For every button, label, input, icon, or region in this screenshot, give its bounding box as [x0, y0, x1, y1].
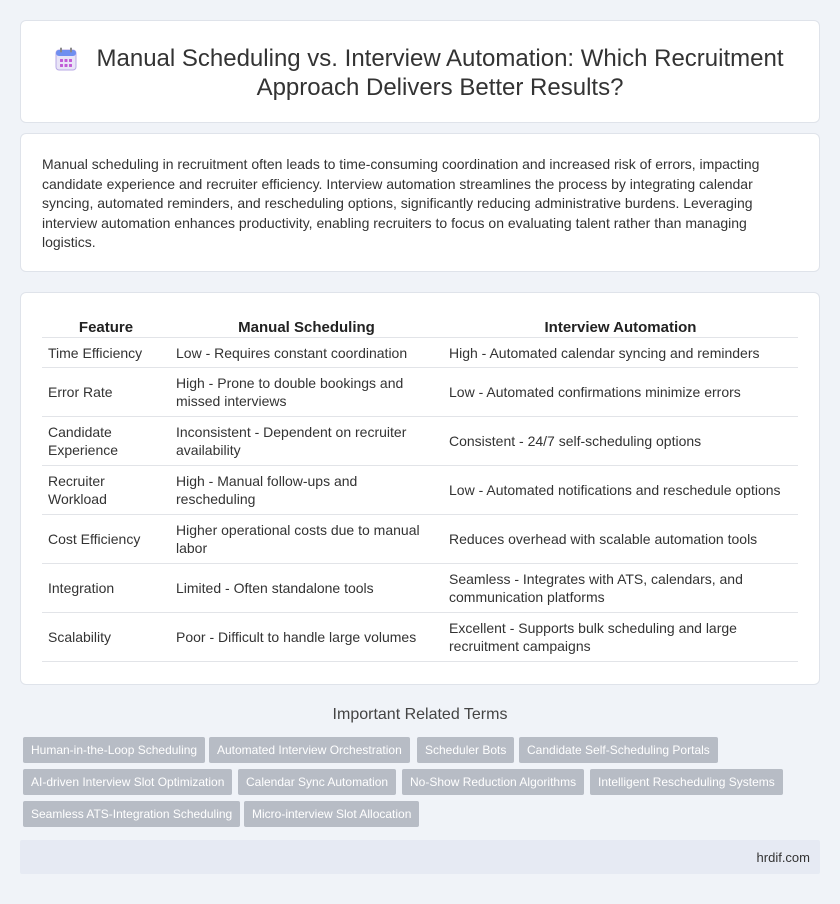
table-row [42, 515, 798, 564]
manual-cell: Poor - Difficult to handle large volumes [170, 613, 443, 662]
related-term-tag[interactable]: Candidate Self-Scheduling Portals [519, 737, 718, 763]
page-title: Manual Scheduling vs. Interview Automation: Which Recruitment Approach Delivers Better Results? [96, 45, 784, 101]
title-card [20, 20, 820, 123]
related-term-tag[interactable]: AI-driven Interview Slot Optimization [23, 769, 232, 795]
comparison-table [42, 316, 798, 662]
footer-site[interactable]: hrdif.com [756, 850, 810, 865]
footer [20, 840, 820, 874]
automation-cell: Consistent - 24/7 self-scheduling options [443, 417, 798, 466]
table-header-row [42, 316, 798, 338]
feature-cell: Time Efficiency [42, 338, 170, 368]
manual-cell: High - Prone to double bookings and missed interviews [170, 368, 443, 417]
automation-cell: Excellent - Supports bulk scheduling and large recruitment campaigns [443, 613, 798, 662]
automation-cell: High - Automated calendar syncing and reminders [443, 338, 798, 368]
related-term-tag[interactable]: Automated Interview Orchestration [209, 737, 410, 763]
related-term-tag[interactable]: Intelligent Rescheduling Systems [590, 769, 783, 795]
feature-cell: Recruiter Workload [42, 466, 170, 515]
automation-cell: Seamless - Integrates with ATS, calendars, and communication platforms [443, 564, 798, 613]
table-row [42, 466, 798, 515]
table-row [42, 417, 798, 466]
intro-card [20, 133, 820, 272]
related-terms-title: Important Related Terms [332, 706, 508, 723]
related-term-tag[interactable]: No-Show Reduction Algorithms [402, 769, 584, 795]
manual-cell: Higher operational costs due to manual labor [170, 515, 443, 564]
header-automation: Interview Automation [443, 316, 798, 338]
manual-cell: Low - Requires constant coordination [170, 338, 443, 368]
feature-cell: Scalability [42, 613, 170, 662]
table-row [42, 564, 798, 613]
feature-cell: Integration [42, 564, 170, 613]
intro-text: Manual scheduling in recruitment often leads to time-consuming coordination and increased risk of errors, impacting candidate experience and recruiter efficiency. Interview automation streamlines the process by integrating calendar syncing, automated reminders, and rescheduling options, significantly reducing administrative burdens. Leveraging interview automation enhances productivity, enabling recruiters to focus on evaluating talent rather than managing logistics. [42, 156, 760, 250]
feature-cell: Cost Efficiency [42, 515, 170, 564]
related-term-tag[interactable]: Seamless ATS-Integration Scheduling [23, 801, 240, 827]
header-feature: Feature [42, 316, 170, 338]
manual-cell: Limited - Often standalone tools [170, 564, 443, 613]
automation-cell: Low - Automated notifications and reschedule options [443, 466, 798, 515]
feature-cell: Error Rate [42, 368, 170, 417]
related-term-tag[interactable]: Calendar Sync Automation [238, 769, 396, 795]
feature-cell: Candidate Experience [42, 417, 170, 466]
calendar-icon [55, 47, 77, 76]
table-row [42, 613, 798, 662]
related-term-tag[interactable]: Human-in-the-Loop Scheduling [23, 737, 205, 763]
table-row [42, 338, 798, 368]
automation-cell: Low - Automated confirmations minimize errors [443, 368, 798, 417]
manual-cell: Inconsistent - Dependent on recruiter availability [170, 417, 443, 466]
related-term-tag[interactable]: Micro-interview Slot Allocation [244, 801, 419, 827]
comparison-table-card [20, 292, 820, 685]
table-row [42, 368, 798, 417]
manual-cell: High - Manual follow-ups and rescheduling [170, 466, 443, 515]
related-term-tag[interactable]: Scheduler Bots [417, 737, 514, 763]
header-manual: Manual Scheduling [170, 316, 443, 338]
automation-cell: Reduces overhead with scalable automation tools [443, 515, 798, 564]
